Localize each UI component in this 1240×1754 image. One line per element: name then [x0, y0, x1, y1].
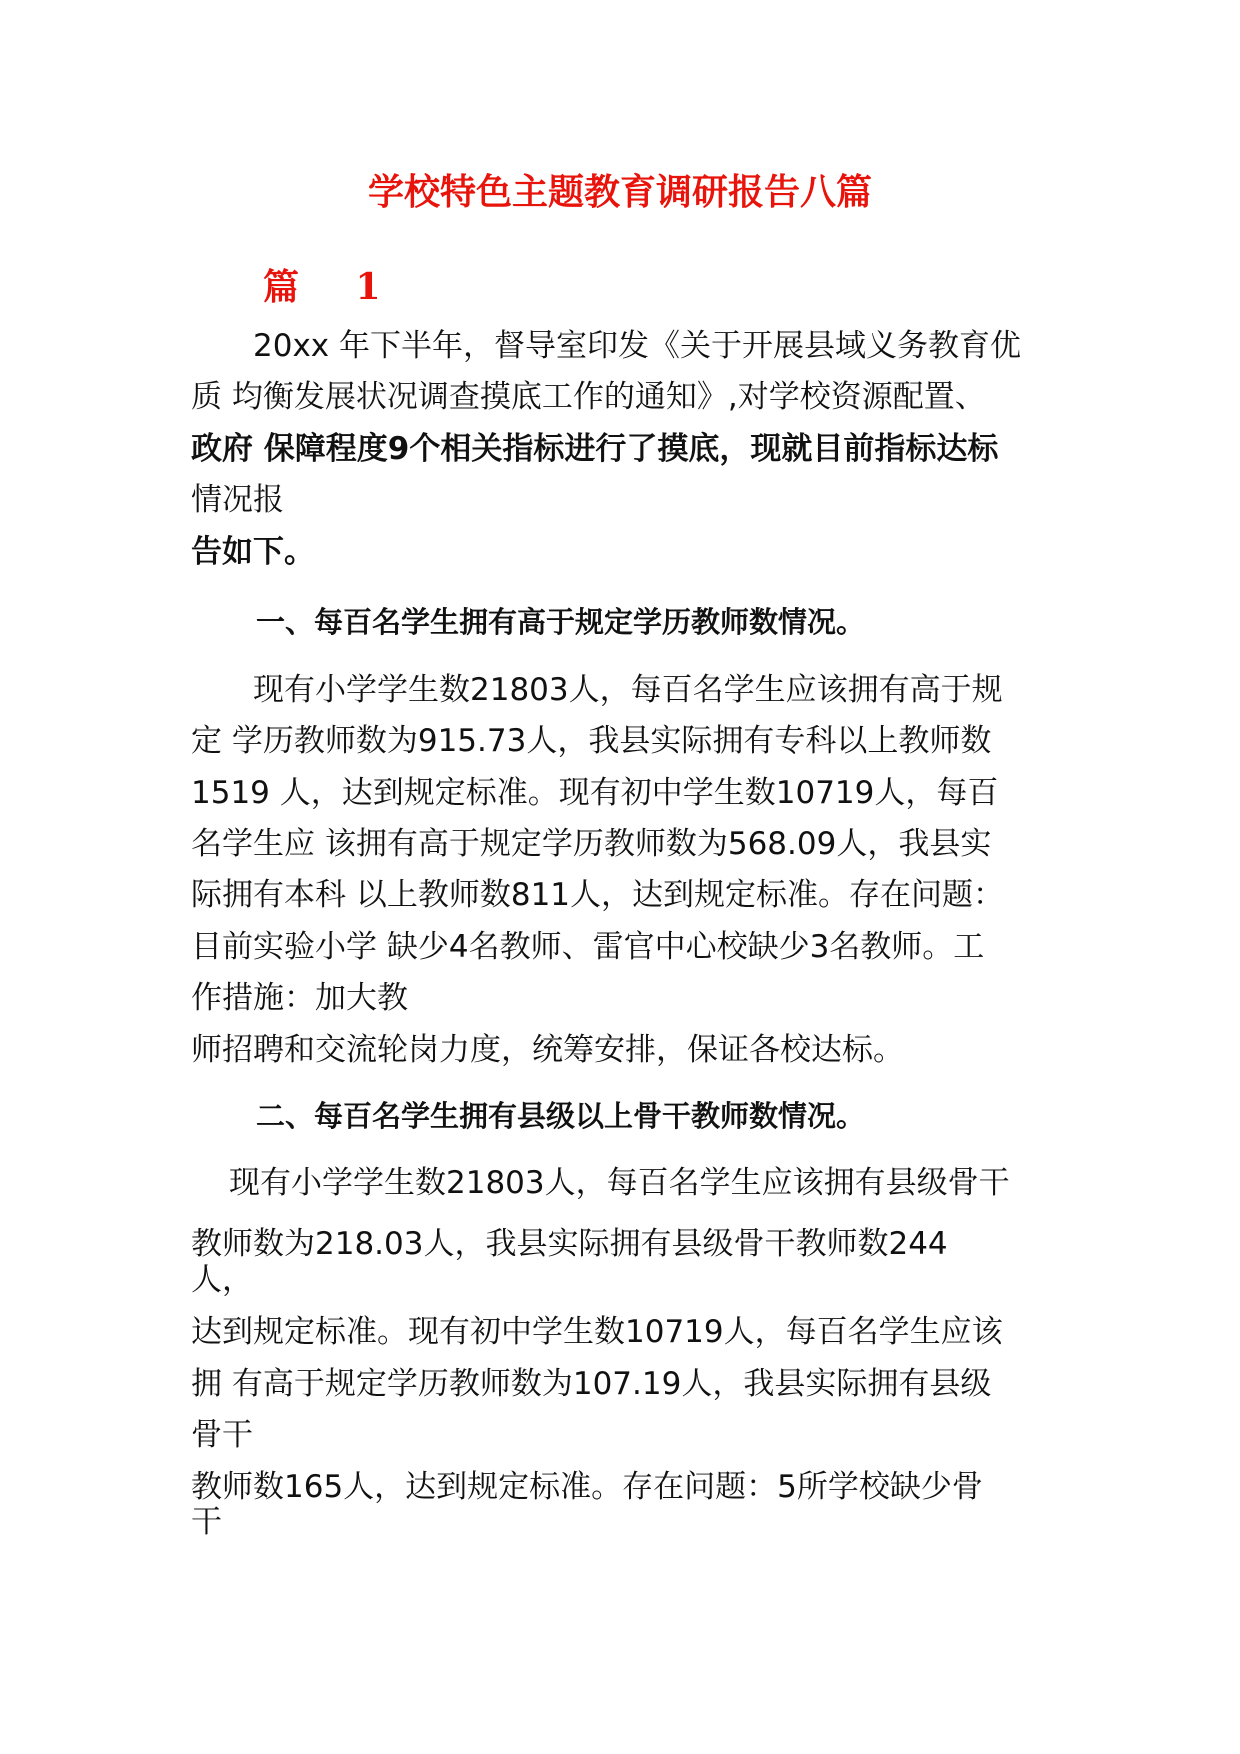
paragraph-line: 名学生应 该拥有高于规定学历教师数为568.09人，我县实 — [191, 826, 992, 862]
paragraph-line: 教师数为218.03人，我县实际拥有县级骨干教师数244 — [191, 1226, 948, 1262]
paragraph-line: 际拥有本科 以上教师数811人，达到规定标准。存在问题： — [191, 877, 1005, 913]
paragraph-line: 骨干 — [191, 1417, 253, 1453]
paragraph-line: 定 学历教师数为915.73人，我县实际拥有专科以上教师数 — [191, 723, 992, 759]
section-heading: 一、每百名学生拥有高于规定学历教师数情况。 — [256, 605, 866, 639]
paragraph-line: 拥 有高于规定学历教师数为107.19人，我县实际拥有县级 — [191, 1366, 992, 1402]
paragraph-line: 现有小学学生数21803人，每百名学生应该拥有高于规 — [253, 672, 1003, 708]
paragraph-line: 现有小学学生数21803人，每百名学生应该拥有县级骨干 — [229, 1165, 1010, 1201]
paragraph-line: 情况报 — [191, 482, 284, 518]
paragraph-line: 政府 保障程度9个相关指标进行了摸底，现就目前指标达标 — [191, 431, 999, 467]
paragraph-line: 作措施：加大教 — [191, 980, 408, 1016]
section-label: 篇 1 — [263, 266, 403, 308]
paragraph-line: 20xx 年下半年，督导室印发《关于开展县域义务教育优 — [253, 328, 1021, 364]
section-heading: 二、每百名学生拥有县级以上骨干教师数情况。 — [256, 1099, 866, 1133]
paragraph-line: 达到规定标准。现有初中学生数10719人，每百名学生应该 — [191, 1314, 1003, 1350]
paragraph-line: 目前实验小学 缺少4名教师、雷官中心校缺少3名教师。工 — [191, 929, 985, 965]
document-title: 学校特色主题教育调研报告八篇 — [367, 171, 872, 213]
paragraph-line: 告如下。 — [191, 534, 315, 570]
paragraph-line: 人， — [191, 1262, 253, 1298]
paragraph-line: 质 均衡发展状况调查摸底工作的通知》,对学校资源配置、 — [191, 379, 986, 415]
paragraph-line: 干 — [191, 1504, 222, 1540]
paragraph-line: 师招聘和交流轮岗力度，统筹安排，保证各校达标。 — [191, 1032, 904, 1068]
paragraph-line: 1519 人，达到规定标准。现有初中学生数10719人，每百 — [191, 775, 999, 811]
paragraph-line: 教师数165人，达到规定标准。存在问题：5所学校缺少骨 — [191, 1469, 983, 1505]
